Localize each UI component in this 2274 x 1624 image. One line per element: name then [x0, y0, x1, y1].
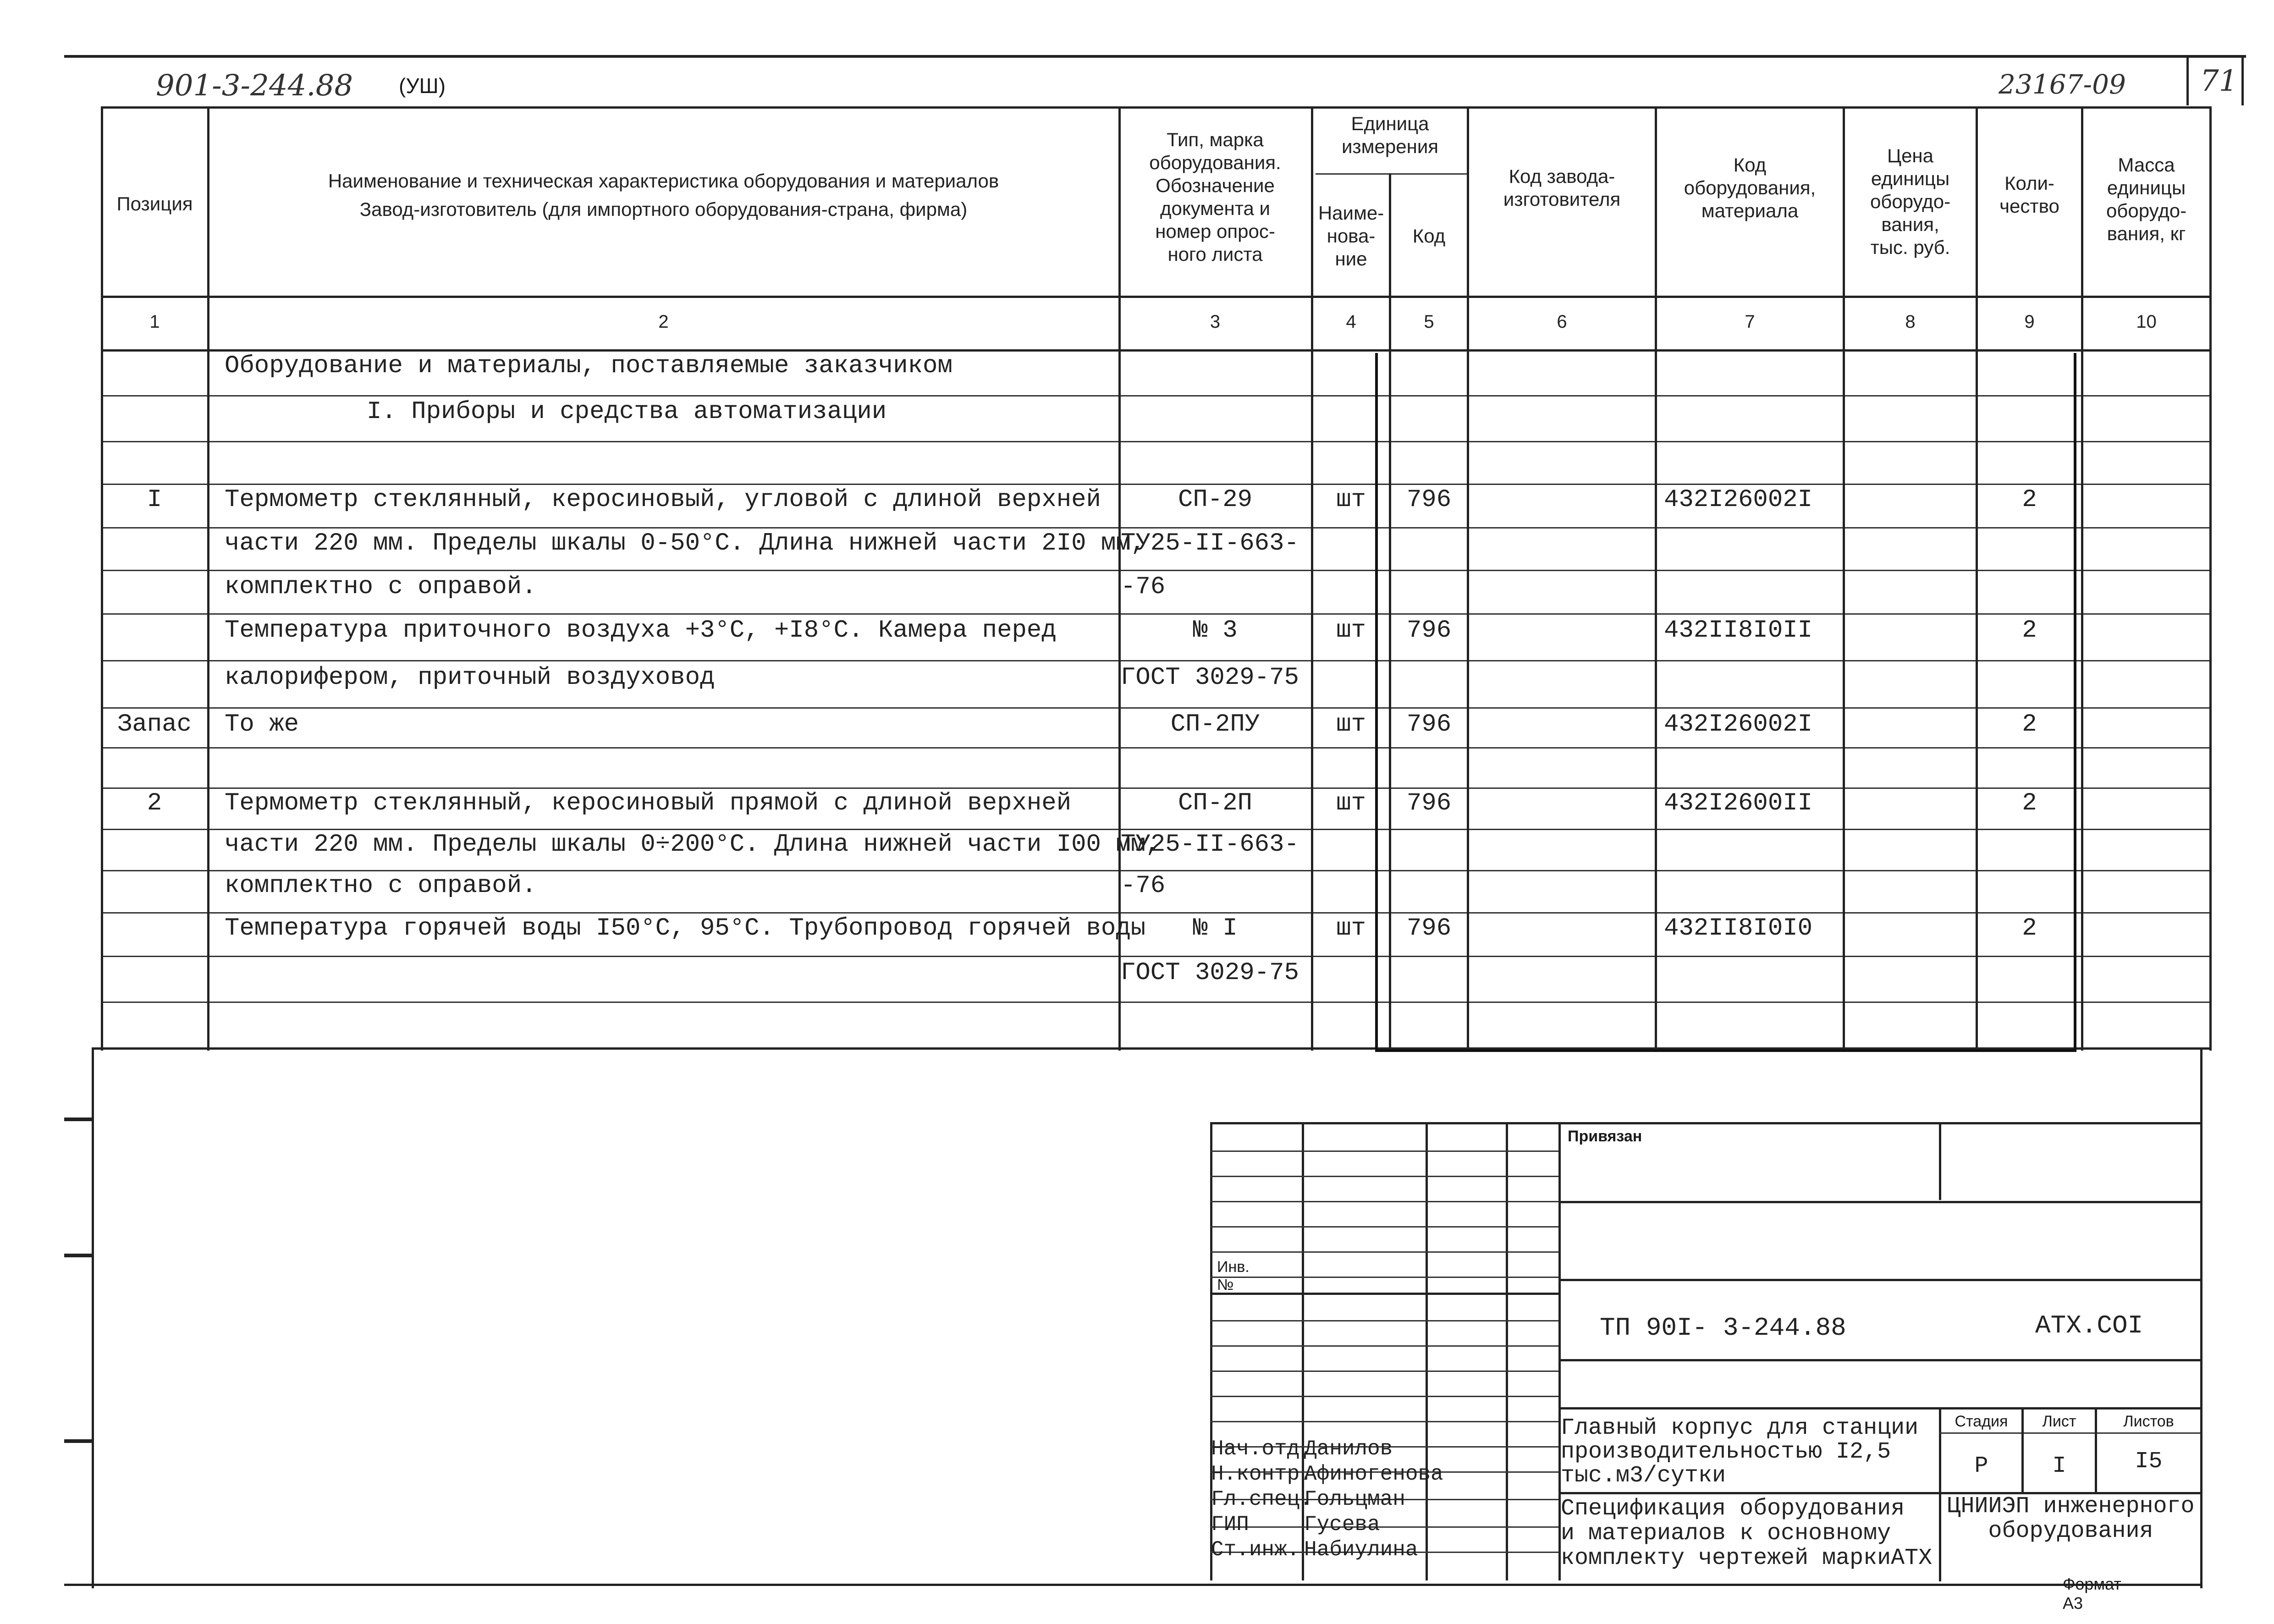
row-equipment-code: 432II8I0II [1664, 617, 1813, 644]
row-type: № 3 [1193, 617, 1238, 644]
doc-mark: АТХ.СОI [2035, 1311, 2143, 1340]
doc-suffix: (УШ) [399, 74, 446, 98]
header-quantity: Коли- чество [1999, 172, 2059, 217]
row-type: СП-2ПУ [1170, 710, 1260, 738]
signer-name: Гусева [1304, 1513, 1380, 1536]
page-number: 71 [2200, 64, 2238, 98]
row-quantity: 2 [2022, 710, 2037, 738]
doc-number: ТП 90I- 3-244.88 [1600, 1313, 1846, 1343]
row-code: 796 [1406, 914, 1452, 942]
organization: ЦНИИЭП инженерного оборудования [1947, 1493, 2195, 1544]
sheet-label: Лист [2042, 1413, 2076, 1430]
row-name: части 220 мм. Пределы шкалы 0-50°С. Длина нижней части 2I0 мм, [225, 529, 1146, 557]
sheet-value: I [2052, 1453, 2066, 1479]
header-position: Позиция [116, 193, 193, 215]
signer-role: Нач.отд. [1211, 1437, 1312, 1461]
row-type: ТУ25-II-663- [1121, 529, 1299, 557]
column-number: 5 [1424, 312, 1434, 332]
privyazan-label: Привязан [1568, 1128, 1642, 1145]
row-type: СП-29 [1178, 486, 1253, 514]
header-unit-group: Единица измерения [1341, 113, 1439, 157]
row-equipment-code: 432I26002I [1664, 486, 1813, 514]
column-number: 8 [1905, 312, 1916, 332]
column-number: 9 [2024, 312, 2035, 332]
signer-role: Гл.спец. [1211, 1487, 1312, 1511]
column-number: 6 [1557, 312, 1567, 332]
stage-label: Стадия [1955, 1413, 2008, 1430]
row-quantity: 2 [2022, 486, 2037, 514]
header-price: Цена единицы оборудо- вания, тыс. руб. [1870, 145, 1951, 258]
row-type: ГОСТ 3029-75 [1121, 959, 1299, 987]
row-name: части 220 мм. Пределы шкалы 0÷200°С. Длина нижней части I00 мм, [225, 831, 1161, 859]
row-type: СП-2П [1178, 789, 1253, 817]
object-title: Главный корпус для станции производительностью I2,5 тыс.м3/сутки [1561, 1415, 1919, 1489]
row-type: ТУ25-II-663- [1121, 831, 1299, 859]
stage-value: Р [1974, 1453, 1988, 1479]
signer-role: Ст.инж. [1211, 1538, 1300, 1562]
header-factory-code: Код завода- изготовителя [1503, 165, 1621, 210]
signer-role: ГИП [1211, 1513, 1249, 1536]
signer-name: Данилов [1304, 1437, 1393, 1461]
row-quantity: 2 [2022, 789, 2037, 817]
row-type: ГОСТ 3029-75 [1121, 664, 1299, 692]
row-position: Запас [117, 710, 192, 738]
row-code: 796 [1406, 789, 1452, 817]
row-position: 2 [147, 789, 162, 817]
signer-name: Набиулина [1304, 1538, 1418, 1562]
signer-role: Н.контр. [1211, 1462, 1312, 1486]
header-type: Тип, марка оборудования. Обозначение документа и номер опрос- ного листа [1149, 129, 1281, 265]
signer-name: Гольцман [1304, 1487, 1405, 1511]
row-type: № I [1193, 914, 1238, 942]
header-equipment-code: Код оборудования, материала [1684, 154, 1816, 221]
sheet-title: Спецификация оборудования и материалов к основному комплекту чертежей маркиАТХ [1561, 1496, 1933, 1571]
doc-code-handwritten: 901-3-244.88 [156, 69, 353, 103]
inventory-number: 23167-09 [1999, 69, 2126, 100]
row-unit: шт [1336, 617, 1366, 644]
row-code: 796 [1406, 617, 1452, 644]
column-number: 10 [2136, 312, 2157, 332]
top-border [64, 55, 2246, 58]
row-code: 796 [1406, 486, 1452, 514]
header-name-line1: Наименование и техническая характеристика оборудования и материалов [328, 170, 999, 192]
header-name-line2: Завод-изготовитель (для импортного оборудования-страна, фирма) [359, 198, 968, 220]
signer-name: Афиногенова [1304, 1462, 1443, 1486]
column-number: 2 [658, 312, 669, 332]
row-name: калорифером, приточный воздуховод [225, 664, 715, 692]
row-name: I. Приборы и средства автоматизации [367, 398, 887, 426]
row-unit: шт [1336, 789, 1366, 817]
row-name: комплектно с оправой. [225, 573, 537, 601]
row-unit: шт [1336, 914, 1366, 942]
row-unit: шт [1336, 710, 1366, 738]
row-quantity: 2 [2022, 914, 2037, 942]
sheets-value: I5 [2135, 1448, 2163, 1475]
row-equipment-code: 432II8I0I0 [1664, 914, 1813, 942]
column-number: 3 [1210, 312, 1221, 332]
format-label: Формат А3 [2063, 1574, 2121, 1613]
header-mass: Масса единицы оборудо- вания, кг [2106, 154, 2187, 244]
row-equipment-code: 432I2600II [1664, 789, 1813, 817]
row-name: То же [225, 710, 299, 738]
row-equipment-code: 432I26002I [1664, 710, 1813, 738]
row-unit: шт [1336, 486, 1366, 514]
header-unit-name: Наиме- нова- ние [1318, 202, 1384, 270]
row-name: Оборудование и материалы, поставляемые заказчиком [225, 352, 953, 380]
row-name: комплектно с оправой. [225, 872, 537, 900]
column-number: 1 [149, 312, 160, 332]
header-unit-code: Код [1412, 225, 1446, 247]
sheets-label: Листов [2123, 1413, 2174, 1430]
inventory-label: Инв. № [1217, 1258, 1250, 1294]
row-name: Температура приточного воздуха +3°С, +I8°С. Камера перед [225, 617, 1057, 644]
row-name: Термометр стеклянный, керосиновый прямой с длиной верхней [225, 789, 1072, 817]
column-number: 7 [1745, 312, 1755, 332]
row-position: I [147, 486, 162, 514]
row-quantity: 2 [2022, 617, 2037, 644]
row-type: -76 [1121, 872, 1166, 900]
column-number: 4 [1346, 312, 1356, 332]
row-code: 796 [1406, 710, 1452, 738]
row-name: Термометр стеклянный, керосиновый, угловой с длиной верхней [225, 486, 1101, 514]
row-name: Температура горячей воды I50°С, 95°С. Трубопровод горячей воды [225, 914, 1146, 942]
row-type: -76 [1121, 573, 1166, 601]
